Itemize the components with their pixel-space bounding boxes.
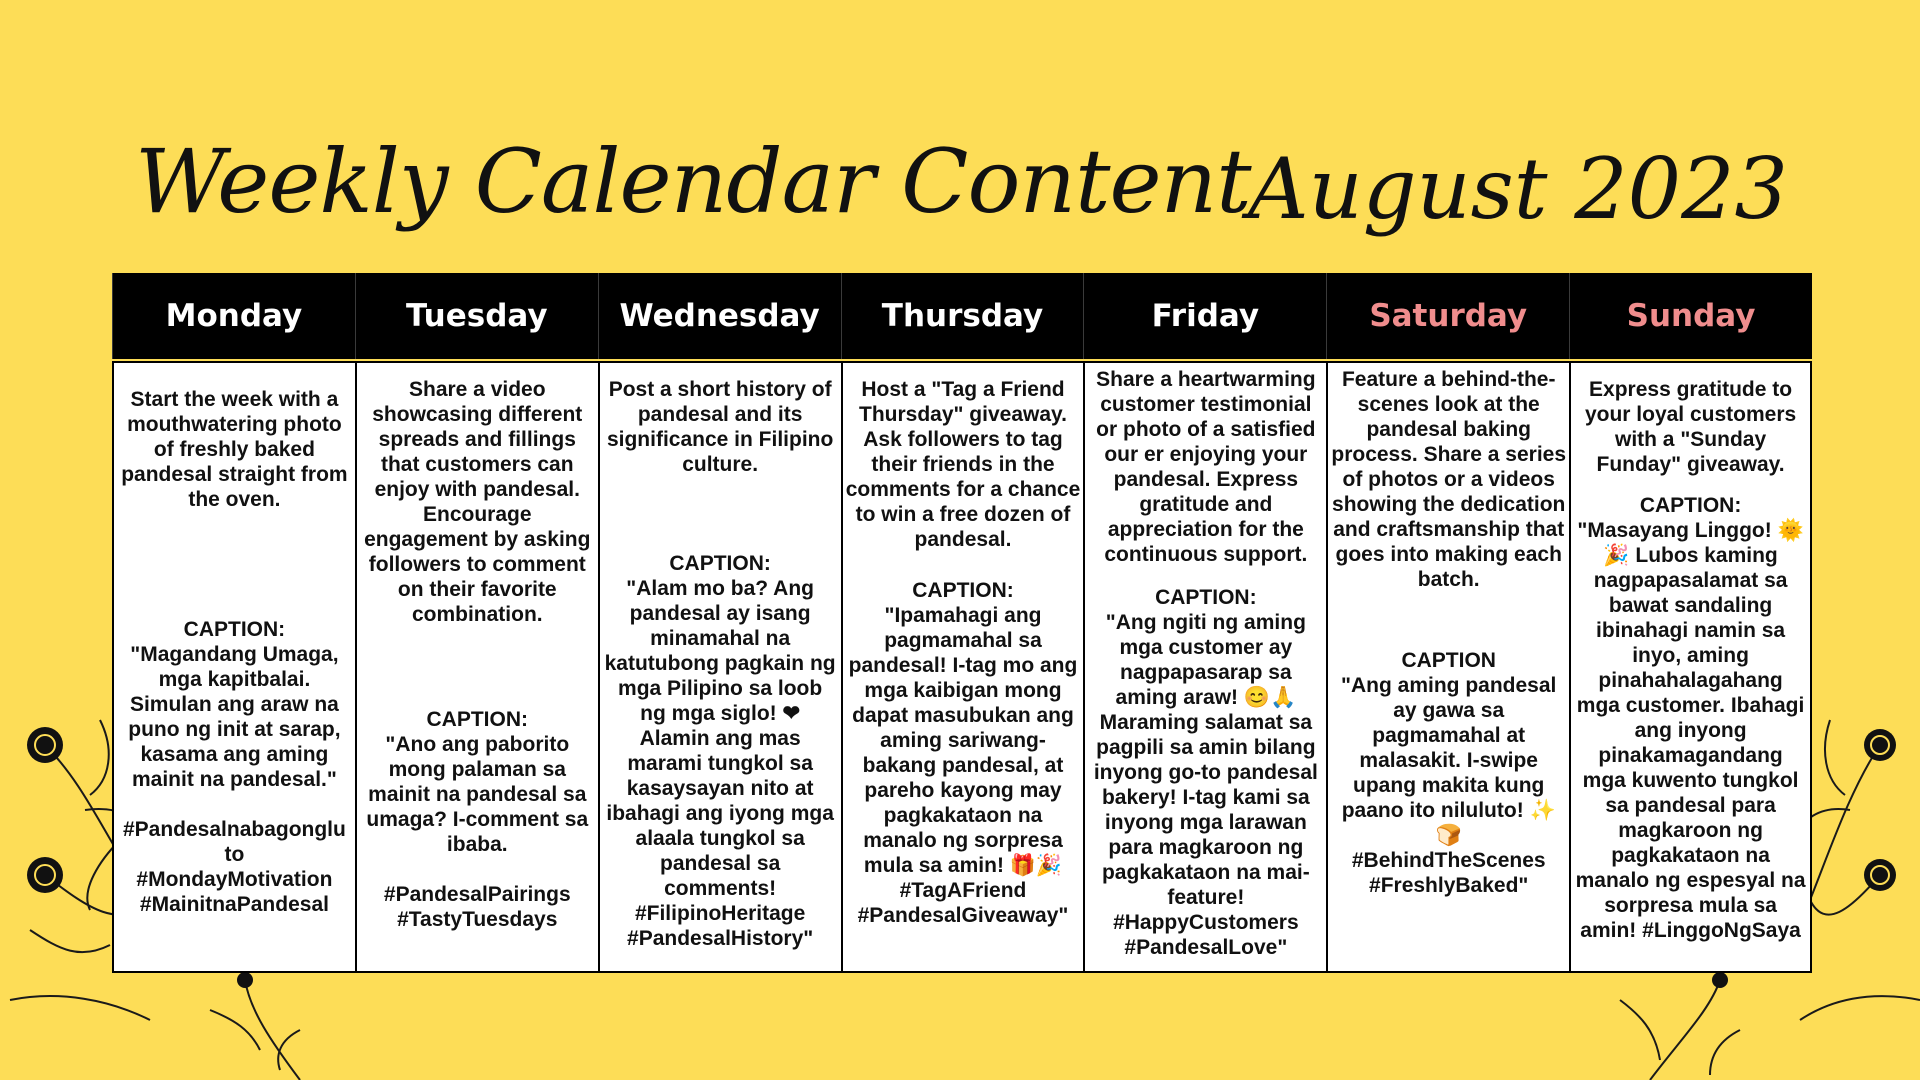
day-header-monday: Monday — [112, 273, 355, 359]
day-cell-sunday — [1569, 361, 1812, 973]
page-title: Weekly Calendar Content — [135, 130, 1251, 233]
day-header-sunday: Sunday — [1569, 273, 1812, 359]
day-description: Post a short history of pandesal and its significance in Filipino culture. — [606, 378, 834, 476]
day-caption: CAPTION: "Masayang Linggo! 🌞🎉 Lubos kaming nagpapasalamat sa bawat sandaling ibinahagi namin sa inyo, aming pinahahalagahang mga customer. Ibahagi ang inyong pinakamagandang mga kuwento tungkol sa pandesal para magkaroon ng pagkakataon na manalo ng espesyal na sorpresa mula sa amin! #LinggoNgSaya — [1575, 494, 1806, 942]
day-description: Start the week with a mouthwatering photo of freshly baked pandesal straight from the oven. — [121, 388, 348, 511]
day-caption: CAPTION: "Magandang Umaga, mga kapitbalai. Simulan ang araw na puno ng init at sarap, kasama ang aming mainit na pandesal." #Pandesalnabagonglu to #MondayMotivation #MainitnaPandesal — [122, 618, 346, 916]
flower-decoration-bottom-left-icon — [180, 970, 340, 1080]
day-cell-thursday — [841, 361, 1084, 973]
day-caption: CAPTION "Ang aming pandesal ay gawa sa pagmamahal at malasakit. I-swipe upang makita kung paano ito niluluto! ✨🍞 #BehindTheScenes #FreshlyBaked" — [1341, 649, 1557, 897]
flower-decoration-bottom-right-icon — [1600, 970, 1760, 1080]
day-description: Express gratitude to your loyal customers with a "Sunday Funday" giveaway. — [1584, 378, 1797, 476]
day-cell-wednesday — [598, 361, 841, 973]
day-description: Host a "Tag a Friend Thursday" giveaway. Ask followers to tag their friends in the comments for a chance to win a free dozen of pandesal. — [845, 378, 1081, 551]
day-caption: CAPTION: "Ang ngiti ng aming mga customer ay nagpapasarap sa aming araw! 😊🙏 Maraming salamat sa pagpili sa amin bilang inyong go-to pandesal bakery! I-tag kami sa inyong mga larawan para magkaroon ng pagkakataon na mai-feature! #HappyCustomers #PandesalLove" — [1093, 586, 1318, 959]
day-caption: CAPTION: "Alam mo ba? Ang pandesal ay isang minamahal na katutubong pagkain ng mga Pilipino sa loob ng mga siglo! ❤ Alamin ang mas marami tungkol sa kasaysayan nito at ibahagi ang iyong mga alaala tungkol sa pandesal sa comments! #FilipinoHeritage #PandesalHistory" — [604, 552, 836, 950]
day-header-friday: Friday — [1083, 273, 1326, 359]
day-cell-monday — [112, 361, 355, 973]
month-label: August 2023 — [1248, 140, 1788, 238]
day-description: Share a video showcasing different spreads and fillings that customers can enjoy with pandesal. Encourage engagement by asking followers to comment on their favorite combination. — [364, 378, 591, 626]
day-caption: CAPTION: "Ano ang paborito mong palaman sa mainit na pandesal sa umaga? I-comment sa ibaba. #PandesalPairings #TastyTuesdays — [366, 708, 589, 931]
day-header-tuesday: Tuesday — [355, 273, 598, 359]
day-caption: CAPTION: "Ipamahagi ang pagmamahal sa pandesal! I-tag mo ang mga kaibigan mong dapat masubukan ang aming sariwang-bakang pandesal, at pareho kayong may pagkakataon na manalo ng sorpresa mula sa amin! 🎁🎉 #TagAFriend #PandesalGiveaway" — [848, 579, 1078, 927]
day-cell-saturday — [1326, 361, 1569, 973]
day-header-saturday: Saturday — [1326, 273, 1569, 359]
day-cell-tuesday — [355, 361, 598, 973]
day-description: Feature a behind-the-scenes look at the pandesal baking process. Share a series of photos or a videos showing the dedication and craftsmanship that goes into making each batch. — [1331, 368, 1567, 591]
day-header-wednesday: Wednesday — [598, 273, 841, 359]
weekly-calendar — [112, 273, 1812, 973]
day-cell-friday — [1083, 361, 1326, 973]
day-header-thursday: Thursday — [841, 273, 1084, 359]
day-description: Share a heartwarming customer testimonial or photo of a satisfied our er enjoying your pandesal. Express gratitude and appreciation for the continuous support. — [1096, 368, 1316, 566]
